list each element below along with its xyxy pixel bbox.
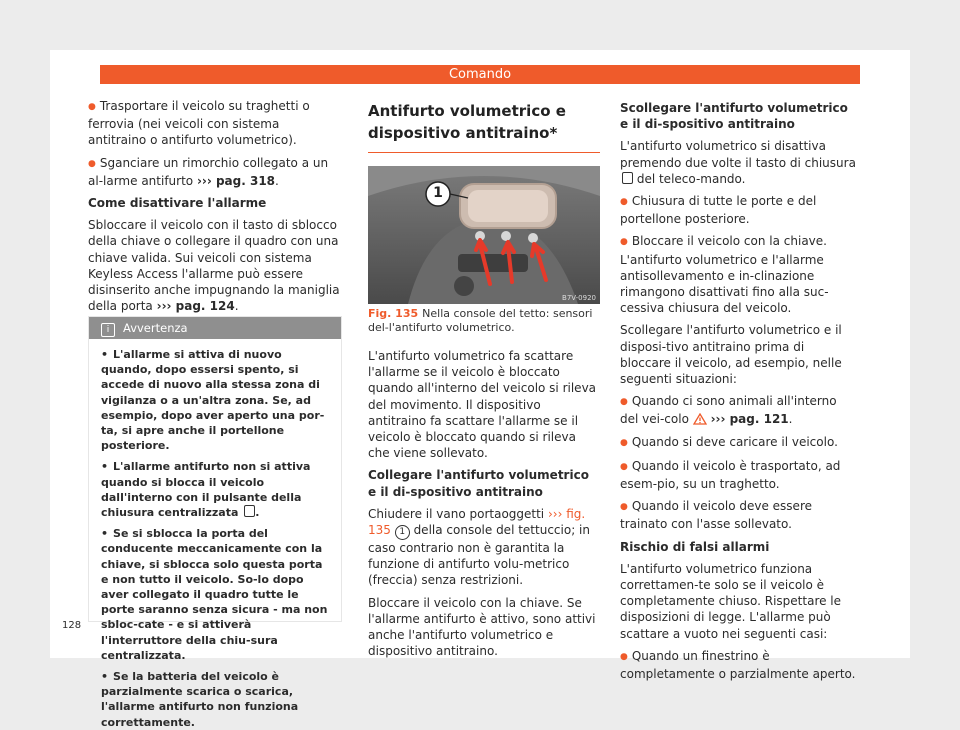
warning-triangle-icon [693,413,707,425]
lock-icon [622,172,633,184]
page-link[interactable]: ››› pag. 318 [196,173,276,188]
section-title: Antifurto volumetrico e dispositivo antitraino* [368,100,600,153]
list-item: ● Quando ci sono animali all'interno del vei-colo ››› pag. 121. [620,393,856,427]
lock-icon [244,505,255,517]
list-item: ● Quando il veicolo è trasportato, ad esem-pio, su un traghetto. [620,458,856,492]
paragraph: Scollegare l'antifurto volumetrico e il disposi-tivo antitraino prima di bloccare il veicolo, ad esempio, nelle seguenti situazioni: [620,323,842,387]
section-heading: Rischio di falsi allarmi [620,539,770,554]
figure-callout: 1 [433,185,443,201]
section-heading: Collegare l'antifurto volumetrico e il di-spositivo antitraino [368,468,589,499]
list-item: ● Chiusura di tutte le porte e del portellone posteriore. [620,193,856,227]
list-item: ● Bloccare il veicolo con la chiave. L'antifurto volumetrico e l'allarme antisollevamento e in-clinazione rimangono disattivati fino alla suc-cessiva chiusura del veicolo. [620,233,856,316]
section-heading: Come disattivare l'allarme [88,196,267,211]
paragraph: L'antifurto volumetrico fa scattare l'allarme se il veicolo è bloccato quando all'interno del veicolo si rileva del movimento. Il dispositivo antitraino fa scattare l'allarme se il veicolo è bloccato quando si rileva che viene sollevato. [368,349,597,461]
paragraph: L'antifurto volumetrico si disattiva premendo due volte il tasto di chiusura del teleco-mando. [620,139,856,186]
callout-number: 1 [395,525,410,540]
paragraph: Bloccare il veicolo con la chiave. Se l'allarme antifurto è attivo, sono attivi anche l'antifurto volumetrico e dispositivo antitraino. [368,595,596,659]
warning-item: • Se la batteria del veicolo è parzialmente scarica o scarica, l'allarme antifurto non funziona correttamente. [101,669,331,730]
paragraph: L'antifurto volumetrico funziona correttamen-te solo se il veicolo è completamente chiuso. Rispettare le disposizioni di legge. L'allarme può scattare a vuoto nei seguenti casi: [620,561,842,641]
chapter-header: Comando [100,65,860,84]
paragraph: Sbloccare il veicolo con il tasto di sblocco della chiave o collegare il quadro con una chiave valida. Sui veicoli con sistema Keyless Access l'allarme può essere disinserito anche impugnando la maniglia della porta ››› pag. 124. [88,218,340,314]
warning-item: • L'allarme antifurto non si attiva quando si blocca il veicolo dall'interno con il pulsante della chiusura centralizzata . [101,459,331,520]
roof-console-figure [368,166,600,304]
info-icon: i [101,323,115,337]
list-item: ● Quando il veicolo deve essere trainato con l'asse sollevato. [620,498,856,532]
warning-item: • L'allarme si attiva di nuovo quando, dopo essersi spento, si accede di nuovo alla stessa zona di vigilanza o a un'altra zona. Se, ad esempio, dopo aver aperto una por-ta, si apre anche il portellone posteriore. [101,347,331,453]
warning-body [89,339,341,730]
warning-box [88,316,342,729]
left-column [88,98,340,320]
middle-column [368,348,600,665]
roof-console-illustration [368,166,600,304]
list-item: ● Quando si deve caricare il veicolo. [620,434,856,452]
warning-item: • Se si sblocca la porta del conducente meccanicamente con la chiave, si sblocca solo questa porta e non tutto il veicolo. So-lo dopo aver collegato il quadro tutte le porte saranno senza sicura - ma non sbloc-cate - e si attiverà l'interruttore della chiu-sura centralizzata. [101,526,331,663]
warning-header: i Avvertenza [89,317,341,339]
right-column [620,100,856,688]
list-item: ● Trasportare il veicolo su traghetti o ferrovia (nei veicoli con sistema antitraino o antifurto volumetrico). [88,98,340,149]
paragraph: Chiudere il vano portaoggetti ››› fig. 135 1 della console del tettuccio; in caso contrario non è garantita la funzione di antifurto volu-metrico (freccia) senza restrizioni. [368,506,590,588]
page-link[interactable]: ››› pag. 121 [710,412,789,427]
page-link[interactable]: ››› pag. 124 [156,299,235,314]
figure-link[interactable]: ››› fig. 135 [368,506,586,538]
list-item: ● Sganciare un rimorchio collegato a un al-larme antifurto ››› pag. 318. [88,155,340,189]
page-number: 128 [62,620,82,631]
figure-code: B7V-0920 [562,294,596,302]
section-heading: Scollegare l'antifurto volumetrico e il di-spositivo antitraino [620,101,848,132]
figure-number: Fig. 135 [368,307,419,320]
list-item: ● Quando un finestrino è completamente o parzialmente aperto. [620,648,856,682]
figure-caption: Fig. 135 Nella console del tetto: sensori del-l'antifurto volumetrico. [368,307,593,334]
